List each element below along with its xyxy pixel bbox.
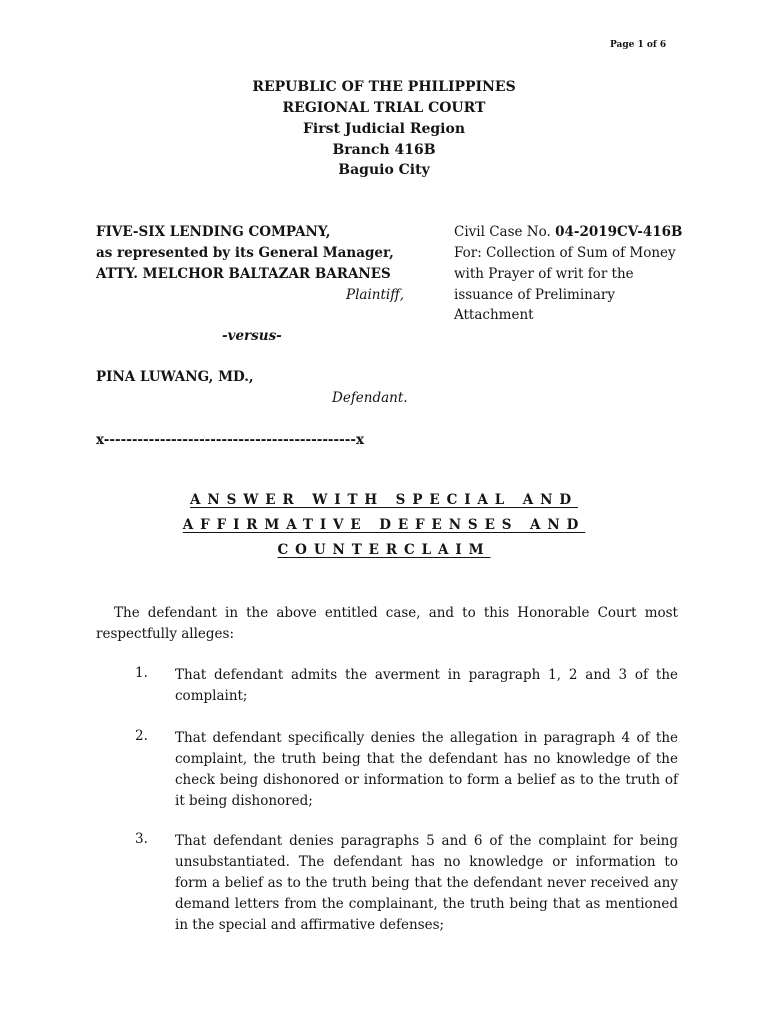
- page-number: Page 1 of 6: [610, 40, 667, 50]
- paragraph-text: That defendant admits the averment in paragraph 1, 2 and 3 of the complaint;: [175, 667, 678, 704]
- case-nature-line4: Attachment: [454, 307, 534, 323]
- header-region: First Judicial Region: [302, 121, 466, 137]
- plaintiff-role: Plaintiff,: [346, 287, 405, 303]
- case-nature-line1: For: Collection of Sum of Money: [454, 245, 676, 261]
- case-number: 04-2019CV-416B: [555, 224, 683, 240]
- paragraph-number: 3.: [135, 831, 148, 847]
- paragraph-text: That defendant specifically denies the allegation in paragraph 4 of the complaint, the truth being that the defendant has no knowledge of the check being dishonored or information to form a belief as to the truth of it being dishonored;: [175, 730, 678, 809]
- title-line2: AFFIRMATIVE DEFENSES AND: [182, 517, 586, 533]
- versus-label: -versus-: [222, 328, 282, 344]
- case-number-label: Civil Case No.: [454, 224, 556, 240]
- caption-separator: x---------------------------------------------x: [96, 432, 364, 448]
- intro-paragraph: The defendant in the above entitled case, and to this Honorable Court most respectfully alleges:: [96, 605, 678, 642]
- case-number-line: [454, 224, 682, 240]
- case-nature-line2: with Prayer of writ for the: [454, 266, 634, 282]
- paragraph-text: That defendant denies paragraphs 5 and 6 of the complaint for being unsubstantiated. The defendant has no knowledge or information to form a belief as to the truth being that the defendant never received any demand letters from the complainant, the truth being that as mentioned in the special and affirmative defenses;: [175, 833, 678, 933]
- plaintiff-rep-line1: as represented by its General Manager,: [96, 245, 394, 261]
- header-city: Baguio City: [338, 162, 430, 178]
- paragraph-number: 1.: [135, 665, 148, 681]
- defendant-name: PINA LUWANG, MD.,: [96, 369, 254, 385]
- header-branch: Branch 416B: [332, 142, 436, 158]
- plaintiff-name: FIVE-SIX LENDING COMPANY,: [96, 224, 331, 240]
- defendant-role: Defendant.: [332, 390, 408, 406]
- plaintiff-rep-line2: ATTY. MELCHOR BALTAZAR BARANES: [96, 266, 391, 282]
- title-line1: ANSWER WITH SPECIAL AND: [189, 492, 579, 508]
- header-court: REGIONAL TRIAL COURT: [282, 100, 486, 116]
- case-nature-line3: issuance of Preliminary: [454, 287, 615, 303]
- paragraph-number: 2.: [135, 728, 148, 744]
- header-republic: REPUBLIC OF THE PHILIPPINES: [252, 79, 516, 95]
- title-line3: COUNTERCLAIM: [277, 542, 491, 558]
